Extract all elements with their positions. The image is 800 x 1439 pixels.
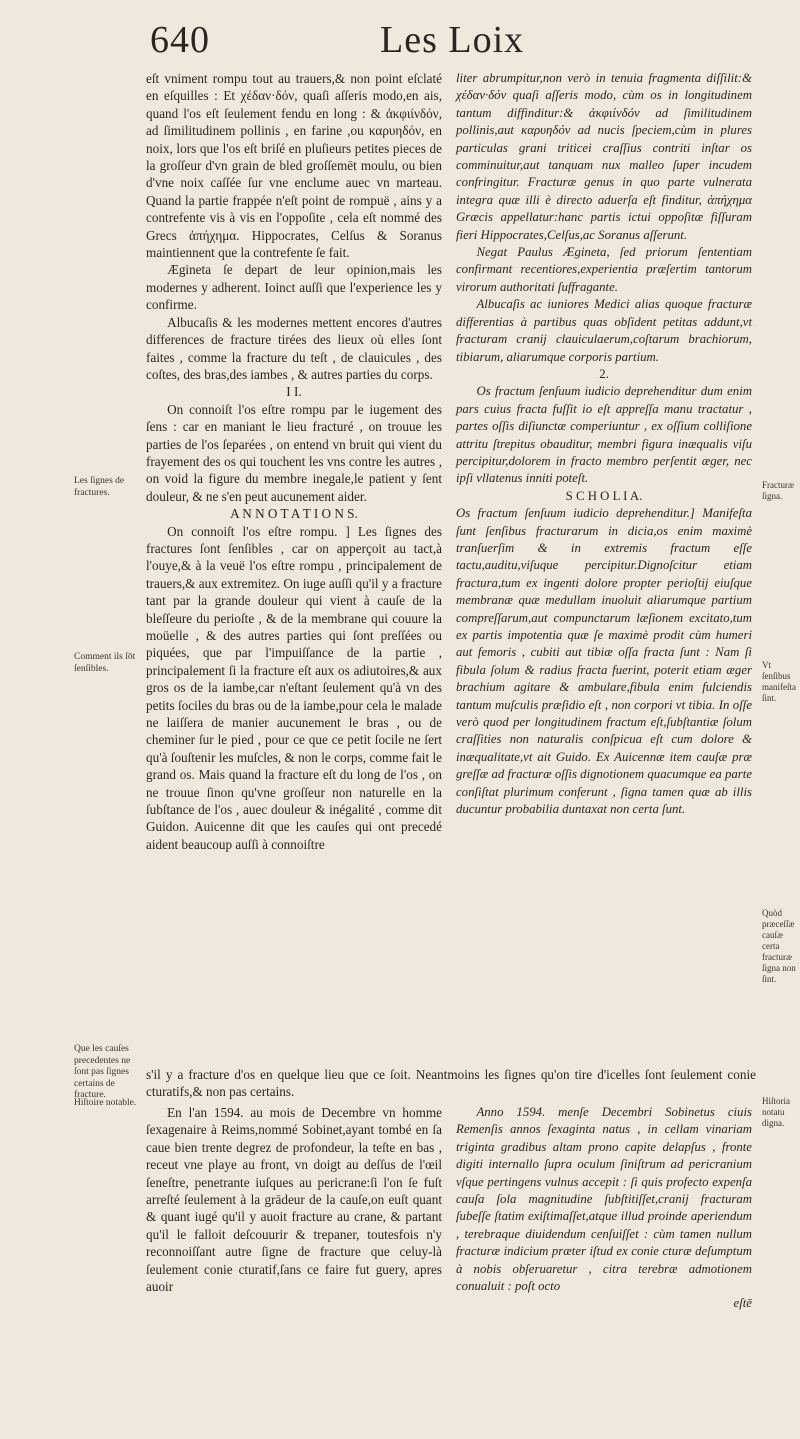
running-title: Les Loix xyxy=(380,19,525,61)
latin-paragraph-3: Albucaſis ac iuniores Medici alias quoque fracturæ differentias à partibus quas obſident petitas addunt,vt fracturam cranij clauiculaerum,coſtarum brachiorum, tibiarum, aliarumque corporis partium. xyxy=(456,297,752,364)
margin-note-right-4: Hiſtoria notatu digna. xyxy=(762,1096,790,1128)
latin-paragraph-2: Negat Paulus Ægineta, ſed priorum ſententiam confirmant recentiores,experientia præſertim tantorum virorum authoritati ſuffragante. xyxy=(456,245,752,294)
page-number: 640 xyxy=(150,19,210,61)
catchword: eſtē xyxy=(733,1296,752,1311)
french-paragraph-6: En l'an 1594. au mois de Decembre vn homme ſexagenaire à Reims,nommé Sobinet,ayant tombé en ſa caue bien trente degrez de profondeur, la teſte en bas , receut vne playe au front, vn doigt au deſſus de l'œil ſeneſtre, penetrante iuſques au pericrane:ſi l'on ſe fuſt arreſté ſeulement à la grādeur de la cauſe,on euſt quant & quant iugé qu'il y auoit fracture au crane, & partant qu'il le falloit deſcouurir & trepaner, toutesfois n'y reconnoiſſant autre ſigne de fracture que celuy-là ſeulement conie cturatif,ſans ce faire fut guery, apres auoir xyxy=(146,1105,442,1295)
latin-paragraph-6: Anno 1594. menſe Decembri Sobinetus ciuis Remenſis annos ſexaginta natus , in cellam vinariam triginta gradibus altam prono capite delapſus , fronte digiti internallo ſupra oculum ſiniſtrum ad pericranium vſque pertingens vulnus accepit : ſi quis profecto expenſa cauſa ſola magnitudine ſubſtitiſſet,cranij fracturam ſubeſſe ſtatim exiſtimaſſet,atque illud proinde aperiendum , terebraque diuidendum cenſuiſſet : cùm tamen nullum fracturæ indicium præter iſtud ex conie cturæ deſumptum à nobis obſeruaretur , citra terebræ admotionem conualuit : poſt octo xyxy=(456,1105,752,1294)
french-paragraph-2: Ægineta ſe depart de leur opinion,mais les modernes y adherent. Ioinct auſſi que l'experience les y confirme. xyxy=(146,262,442,313)
latin-paragraph-1: liter abrumpitur,non verò in tenuia fragmenta diſſilit:& χέδαν·δόν quaſi aſſeris modo, cùm os in longitudinem tantum diffinditur:& ἀκφιίνδόν ad ſimilitudinem pollinis,aut καρυηδόν ad nucis ſpeciem,cùm in plures particulas grani triticei craſſius contriti inſtar os comminuitur,aut tanquam nux malleo ſuper incudem confringitur. Fracturæ genus in quo parte vulnerata integra quæ illi è directo aduerſa eſt finditur, ἀπήχημα Græcis appellatur:hanc partis ictui oppoſitæ fiſſuram fieri Hippocrates,Celſus,ac Soranus aſſerunt. xyxy=(456,71,752,242)
french-paragraph-5: On connoiſt l'os eſtre rompu. ] Les ſignes des fractures ſont ſenſibles , car on apperçoit au tact,à l'ouye,& à la veuë l'os eſtre rompu , principalement de trauers,& aux extremitez. On iuge auſſi qu'il y a fracture tant par la grande douleur qui vient à cauſe de la bleſſeure du perioſte , & de la membrane qui couure la moüelle , & des autres parties qui ſont preſſées ou piquées, que par l'impuiſſance de la partie , principalement ſi la fracture eſt aux os adiutoires,& aux gros os de la iambe,car n'eſtant ſeulement qu'à vn des petits ſociles du bras ou de la iambe,pour cela le malade ne laiſſera de manier aucunement le bras , ou de cheminer ſur le pied , pour ce que ce petit ſocile ne ſert qu'à ſouſtenir les muſcles, & non le corps, comme fait le grand os. Mais quand la fracture eſt du long de l'os , on ne trouue ſinon qu'vne groſſeur non naturelle en la ſubſtance de l'os , auec douleur & inégalité , comme dit Guidon. Auicenne dit que les cauſes qui ont precedé aident beaucoup auſſi à connoiſtre xyxy=(146,523,442,852)
margin-note-left-4: Hiſtoire notable. xyxy=(74,1098,137,1108)
margin-note-right-2: Vt ſenſibus manifeſta ſint. xyxy=(762,660,796,703)
margin-note-left-3: Que les cauſes precedentes ne ſont pas ſignes certains de fracture. xyxy=(74,1044,131,1100)
margin-note-right-1: Fracturæ ſigna. xyxy=(762,480,794,501)
french-paragraph-3: Albucaſis & les modernes mettent encores d'autres differences de fracture tirées des lieux où elles ſont faites , comme la fracture du teſt , de clauicules , des coſtes, des bras,des iambes , & autres parties du corps. xyxy=(146,314,442,382)
section-numeral-fr: I I. xyxy=(286,384,302,400)
latin-paragraph-4: Os fractum ſenſuum iudicio deprehenditur dum enim pars cuius fracta fuſſit io eſt appreſſa manu tractatur , partes oſſis diſiunctæ comperiuntur , ex oſſium colliſione attritu ſtrepitus obauditur, membri figura inæqualis viſu percipitur,dolorem in fracto membro perſentit æger, nec ipſi vllatenus inniti poteſt. xyxy=(456,384,752,486)
section-numeral-la: 2. xyxy=(599,366,609,381)
margin-note-left-2: Comment ils ſōt ſenſibles. xyxy=(74,652,136,674)
page-header xyxy=(0,18,800,62)
french-paragraph-1: eſt vniment rompu tout au trauers,& non point eſclaté en eſquilles : Et χέδαν·δόν, quaſi aſſeris modo,en ais, quand l'os eſt ſeulement fendu en long : & ἀκφιίνδόν, ad ſimilitudinem pollinis , en farine ,ou καρυηδόν, en noix, lors que l'os eſt briſé en pluſieurs petites pieces de la groſſeur d'vn grain de bled groſſemēt moulu, ou bien d'vne noix caſſée ſur vne enclume auec vn marteau. Quand la partie frappée n'eſt point de rompuë , ains y a contrefente vis à vis en l'oppoſite , cela eſt nommé des Grecs ἀπήχημα. Hippocrates, Celſus & Soranus maintiennent que la contrefente ſe fait. xyxy=(146,71,442,261)
latin-column-bottom xyxy=(456,1104,752,1313)
annotations-heading: A N N O T A T I O N S. xyxy=(230,506,358,522)
scholia-heading: S C H O L I A. xyxy=(565,488,643,503)
latin-paragraph-5: Os fractum ſenſuum iudicio deprehenditur.] Manifeſta ſunt ſenſibus fracturarum in dicia,os enim maximè tranſuerſim & in extremis fractum eſſe tactu,auditu,viſuque percipitur.Dignoſcitur etiam fractura,tum ex ingenti dolore propter perioſtij eiuſque membranæ quæ medullam inuoluit aliarumque partium compreſſarum,aut compunctarum læſionem excitato,tum ex partis impotentia quæ ſe maximè prodit cùm humeri aut femoris , cubiti aut tibiæ oſſa fracta ſunt : Nam ſi fibula ſolum & radius fracta fuerint, poterit etiam æger brachium agitare & ambulare,fibula enim fulciendis tantum muſculis præſidio eſt , non corpori vt tibia. In oſſe verò quod per longitudinem fractum eſt,ſubſtantiæ ſolum craſſities non naturalis conſpicua eſt cum dolore & inæqualitate,vt ait Guido. Ex Auicennæ item cauſæ præ greſſæ ad fracturæ oſſis dignotionem quacumque ea parte conſiſtat plurimum conferunt , ſigna tamen quæ ab illis ducuntur probabilia duntaxat non certa ſunt. xyxy=(456,506,752,817)
margin-note-left-1: Les ſignes de fractures. xyxy=(74,476,125,498)
french-paragraph-4: On connoiſt l'os eſtre rompu par le iugement des ſens : car en maniant le lieu fracturé , on trouue les parties de l'os ſeparées , on entend vn bruit qui vient du frayement des os qui touchent les vns contre les autres , on void la figure du membre inegale,le patient y ſent douleur, & ne s'en peut aucunement aider. xyxy=(146,401,442,504)
french-column-bottom xyxy=(146,1104,442,1295)
french-column-top xyxy=(146,70,442,853)
margin-note-right-3: Quòd præceſſæ cauſæ certa fracturæ ſigna non ſint. xyxy=(762,908,796,984)
latin-column-top xyxy=(456,70,752,818)
full-width-line: s'il y a fracture d'os en quelque lieu que ce ſoit. Neantmoins les ſignes qu'on tire d'icelles ſont ſeulement conie cturatifs,& non pas certains. xyxy=(146,1067,756,1100)
